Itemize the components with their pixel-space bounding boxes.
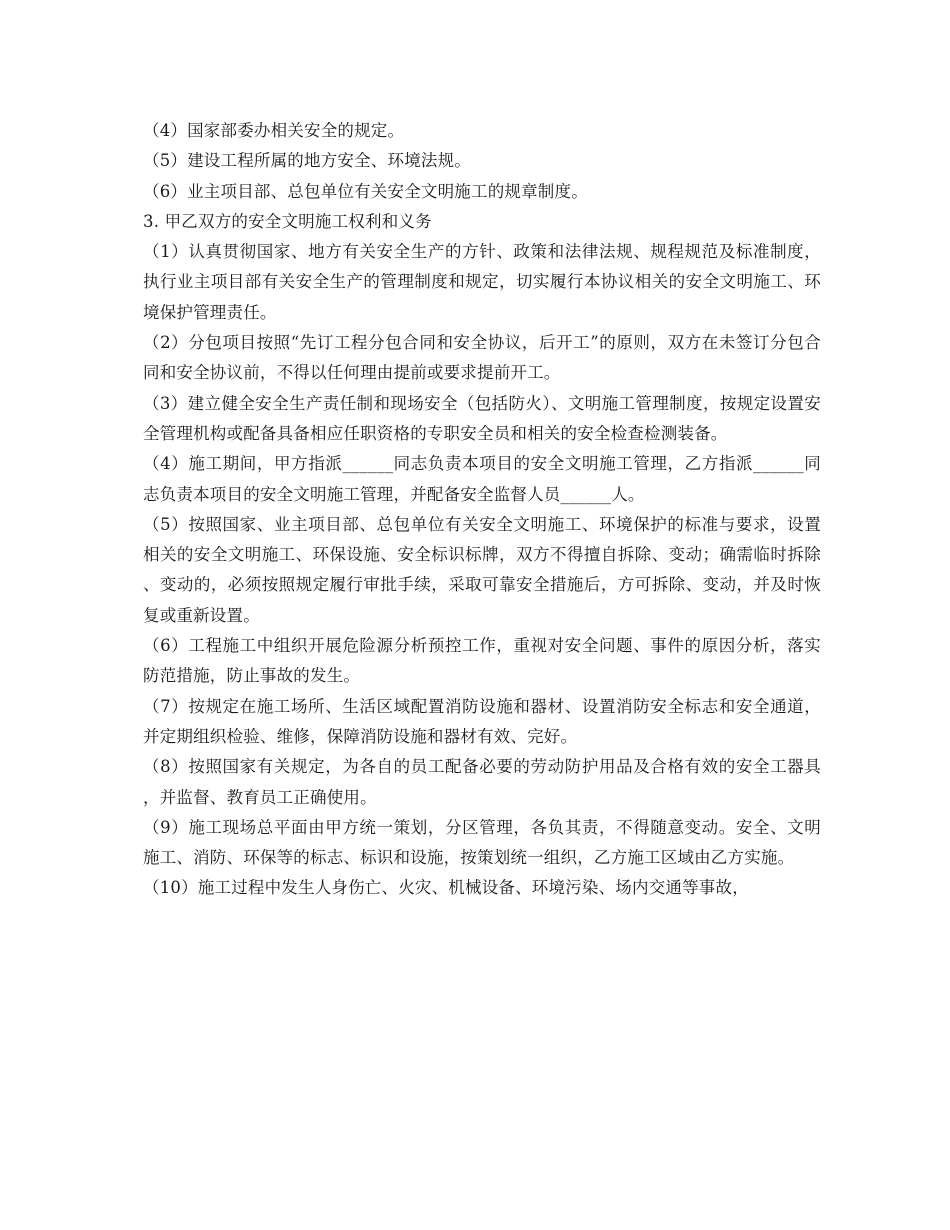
duty-8-protective-equipment: （8）按照国家有关规定，为各自的员工配备必要的劳动防护用品及合格有效的安全工器具，并监督、教育员工正确使用。 [143,757,821,807]
duty-1-implement-laws: （1）认真贯彻国家、地方有关安全生产的方针、政策和法律法规、规程规范及标准制度，执行业主项目部有关安全生产的管理制度和规定，切实履行本协议相关的安全文明施工、环境保护管理责任。 [143,242,821,322]
duty-10-accidents: （10）施工过程中发生人身伤亡、火灾、机械设备、环境污染、场内交通等事故， [143,878,749,898]
clause-5-local-regulations: （5）建设工程所属的地方安全、环境法规。 [143,151,471,171]
clause-4-national-rules: （4）国家部委办相关安全的规定。 [143,121,405,140]
duty-7-fire-protection: （7）按规定在施工场所、生活区域配置消防设施和器材、设置消防安全标志和安全通道，并定期组织检验、维修，保障消防设施和器材有效、完好。 [143,696,821,746]
section-3-heading: 3. 甲乙双方的安全文明施工权利和义务 [143,211,432,231]
duty-3-responsibility-system: （3）建立健全安全生产责任制和现场安全（包括防火）、文明施工管理制度，按规定设置安全管理机构或配备具备相应任职资格的专职安全员和相关的安全检查检测装备。 [143,393,821,443]
duty-5-safety-facilities: （5）按照国家、业主项目部、总包单位有关安全文明施工、环境保护的标准与要求，设置相关的安全文明施工、环保设施、安全标识标牌，双方不得擅自拆除、变动；确需临时拆除、变动的，必须按照规定履行审批手续，采取可靠安全措施后，方可拆除、变动，并及时恢复或重新设置。 [143,514,821,625]
clause-6-owner-rules: （6）业主项目部、总包单位有关安全文明施工的规章制度。 [143,181,588,201]
document-body [143,116,821,904]
duty-9-site-layout: （9）施工现场总平面由甲方统一策划，分区管理，各负其责，不得随意变动。安全、文明施工、消防、环保等的标志、标识和设施，按策划统一组织，乙方施工区域由乙方实施。 [143,817,821,868]
duty-2-contract-before-start: （2）分包项目按照“先订工程分包合同和安全协议，后开工”的原则，双方在未签订分包合同和安全协议前，不得以任何理由提前或要求提前开工。 [143,333,821,383]
duty-4-assigned-personnel: （4）施工期间，甲方指派______同志负责本项目的安全文明施工管理，乙方指派______同志负责本项目的安全文明施工管理，并配备安全监督人员______人。 [143,454,821,504]
duty-6-hazard-analysis: （6）工程施工中组织开展危险源分析预控工作，重视对安全问题、事件的原因分析，落实防范措施，防止事故的发生。 [143,636,821,686]
